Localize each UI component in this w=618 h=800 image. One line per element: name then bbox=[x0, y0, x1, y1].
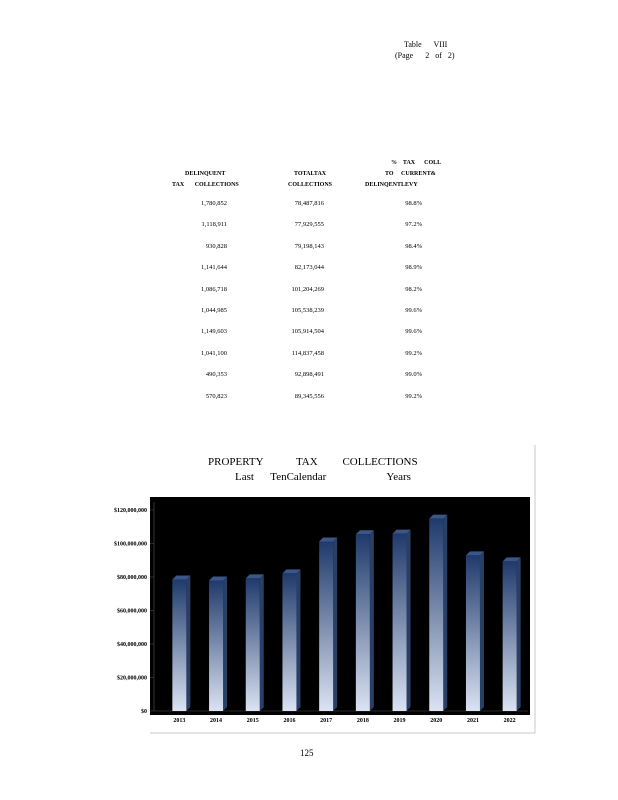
table-cell-delinquent: 1,118,911 bbox=[201, 221, 227, 229]
col-header-total-2: COLLECTIONS bbox=[288, 182, 333, 188]
table-cell-total: 92,898,491 bbox=[294, 371, 324, 379]
page-label: (Page 2 of 2) bbox=[395, 51, 455, 60]
bar-2013 bbox=[172, 576, 190, 711]
bar-side bbox=[480, 551, 484, 711]
table-cell-total: 105,914,504 bbox=[291, 328, 324, 336]
x-tick-label: 2015 bbox=[246, 718, 259, 724]
page-number: 125 bbox=[300, 748, 314, 758]
bar-side bbox=[186, 576, 190, 711]
bar-2022 bbox=[503, 557, 521, 711]
table-cell-delinquent: 1,149,603 bbox=[201, 328, 227, 336]
bar-2016 bbox=[282, 569, 300, 711]
col-header-total-1: TOTALTAX bbox=[294, 171, 327, 177]
x-tick-label: 2022 bbox=[503, 718, 516, 724]
bar-2014 bbox=[209, 576, 227, 711]
bar-side bbox=[443, 515, 447, 711]
bar-front bbox=[172, 580, 186, 711]
table-cell-delinquent: 570,823 bbox=[205, 392, 227, 400]
x-tick-label: 2021 bbox=[466, 718, 479, 724]
col-header-pct-2: TO CURRENT& bbox=[385, 171, 436, 177]
bar-2019 bbox=[393, 530, 411, 711]
table-cell-total: 114,837,458 bbox=[291, 349, 324, 357]
table-cell-pct: 98.9% bbox=[405, 264, 422, 272]
table-cell-total: 78,487,816 bbox=[294, 200, 324, 207]
table-cell-delinquent: 490,353 bbox=[205, 371, 227, 379]
y-tick-label: $100,000,000 bbox=[114, 541, 147, 548]
bar-front bbox=[429, 519, 443, 711]
table-cell-delinquent: 1,044,985 bbox=[201, 307, 227, 314]
bar-2017 bbox=[319, 537, 337, 711]
col-header-delinquent-2: TAX COLLECTIONS bbox=[172, 182, 239, 188]
bar-side bbox=[260, 574, 264, 711]
table-cell-total: 89,345,556 bbox=[294, 392, 324, 400]
y-tick-label: $20,000,000 bbox=[117, 675, 147, 682]
chart-title-line2: Last TenCalendar Years bbox=[235, 471, 411, 483]
bar-2021 bbox=[466, 551, 484, 711]
x-tick-label: 2013 bbox=[173, 718, 186, 724]
bar-front bbox=[503, 561, 517, 711]
col-header-pct-3: DELINQENTLEVY bbox=[365, 182, 418, 188]
bar-front bbox=[282, 573, 296, 711]
table-cell-delinquent: 1,141,644 bbox=[201, 264, 227, 272]
table-label: Table VIII bbox=[404, 40, 448, 49]
y-tick-label: $40,000,000 bbox=[117, 642, 147, 648]
bar-side bbox=[517, 557, 521, 711]
table-cell-pct: 97.2% bbox=[405, 221, 422, 229]
table-cell-pct: 99.0% bbox=[405, 371, 422, 379]
table-cell-total: 82,173,044 bbox=[294, 264, 324, 272]
table-cell-delinquent: 1,086,718 bbox=[201, 285, 227, 293]
bar-front bbox=[393, 534, 407, 711]
bar-front bbox=[466, 555, 480, 711]
chart-title-line1: PROPERTY TAX COLLECTIONS bbox=[208, 456, 418, 468]
bar-front bbox=[209, 580, 223, 711]
bar-front bbox=[319, 541, 333, 711]
table-cell-total: 77,929,555 bbox=[294, 221, 324, 229]
y-tick-label: $120,000,000 bbox=[114, 508, 147, 514]
table-cell-pct: 99.2% bbox=[405, 349, 422, 357]
x-tick-label: 2020 bbox=[430, 718, 443, 724]
bar-2018 bbox=[356, 530, 374, 711]
table-cell-pct: 98.2% bbox=[405, 285, 422, 293]
table-cell-pct: 98.4% bbox=[405, 242, 422, 250]
bar-2020 bbox=[429, 515, 447, 711]
x-tick-label: 2018 bbox=[356, 718, 369, 724]
bar-front bbox=[356, 534, 370, 711]
col-header-pct-1: % TAX COLL bbox=[391, 160, 442, 166]
table-cell-delinquent: 930,828 bbox=[205, 242, 227, 250]
table-cell-total: 101,204,269 bbox=[291, 285, 324, 293]
table-cell-delinquent: 1,041,100 bbox=[201, 349, 227, 357]
bar-2015 bbox=[246, 574, 264, 711]
table-cell-pct: 99.6% bbox=[405, 328, 422, 336]
table-cell-delinquent: 1,780,852 bbox=[201, 200, 227, 207]
bar-side bbox=[296, 569, 300, 711]
bar-front bbox=[246, 578, 260, 711]
y-tick-label: $60,000,000 bbox=[117, 608, 147, 615]
y-tick-label: $80,000,000 bbox=[117, 575, 147, 581]
x-tick-label: 2019 bbox=[393, 718, 406, 724]
x-tick-label: 2017 bbox=[320, 718, 333, 724]
y-tick-label: $0 bbox=[141, 709, 147, 715]
table-cell-total: 105,538,239 bbox=[291, 307, 324, 314]
table-cell-pct: 99.6% bbox=[405, 307, 422, 314]
x-tick-label: 2014 bbox=[210, 718, 223, 724]
col-header-delinquent-1: DELINQUENT bbox=[185, 171, 226, 177]
table-cell-pct: 98.8% bbox=[405, 200, 422, 207]
bar-side bbox=[223, 576, 227, 711]
x-tick-label: 2016 bbox=[283, 718, 296, 724]
bar-side bbox=[370, 530, 374, 711]
bar-side bbox=[333, 537, 337, 711]
table-cell-pct: 99.2% bbox=[405, 392, 422, 400]
bar-side bbox=[407, 530, 411, 711]
table-cell-total: 79,198,143 bbox=[294, 242, 324, 250]
